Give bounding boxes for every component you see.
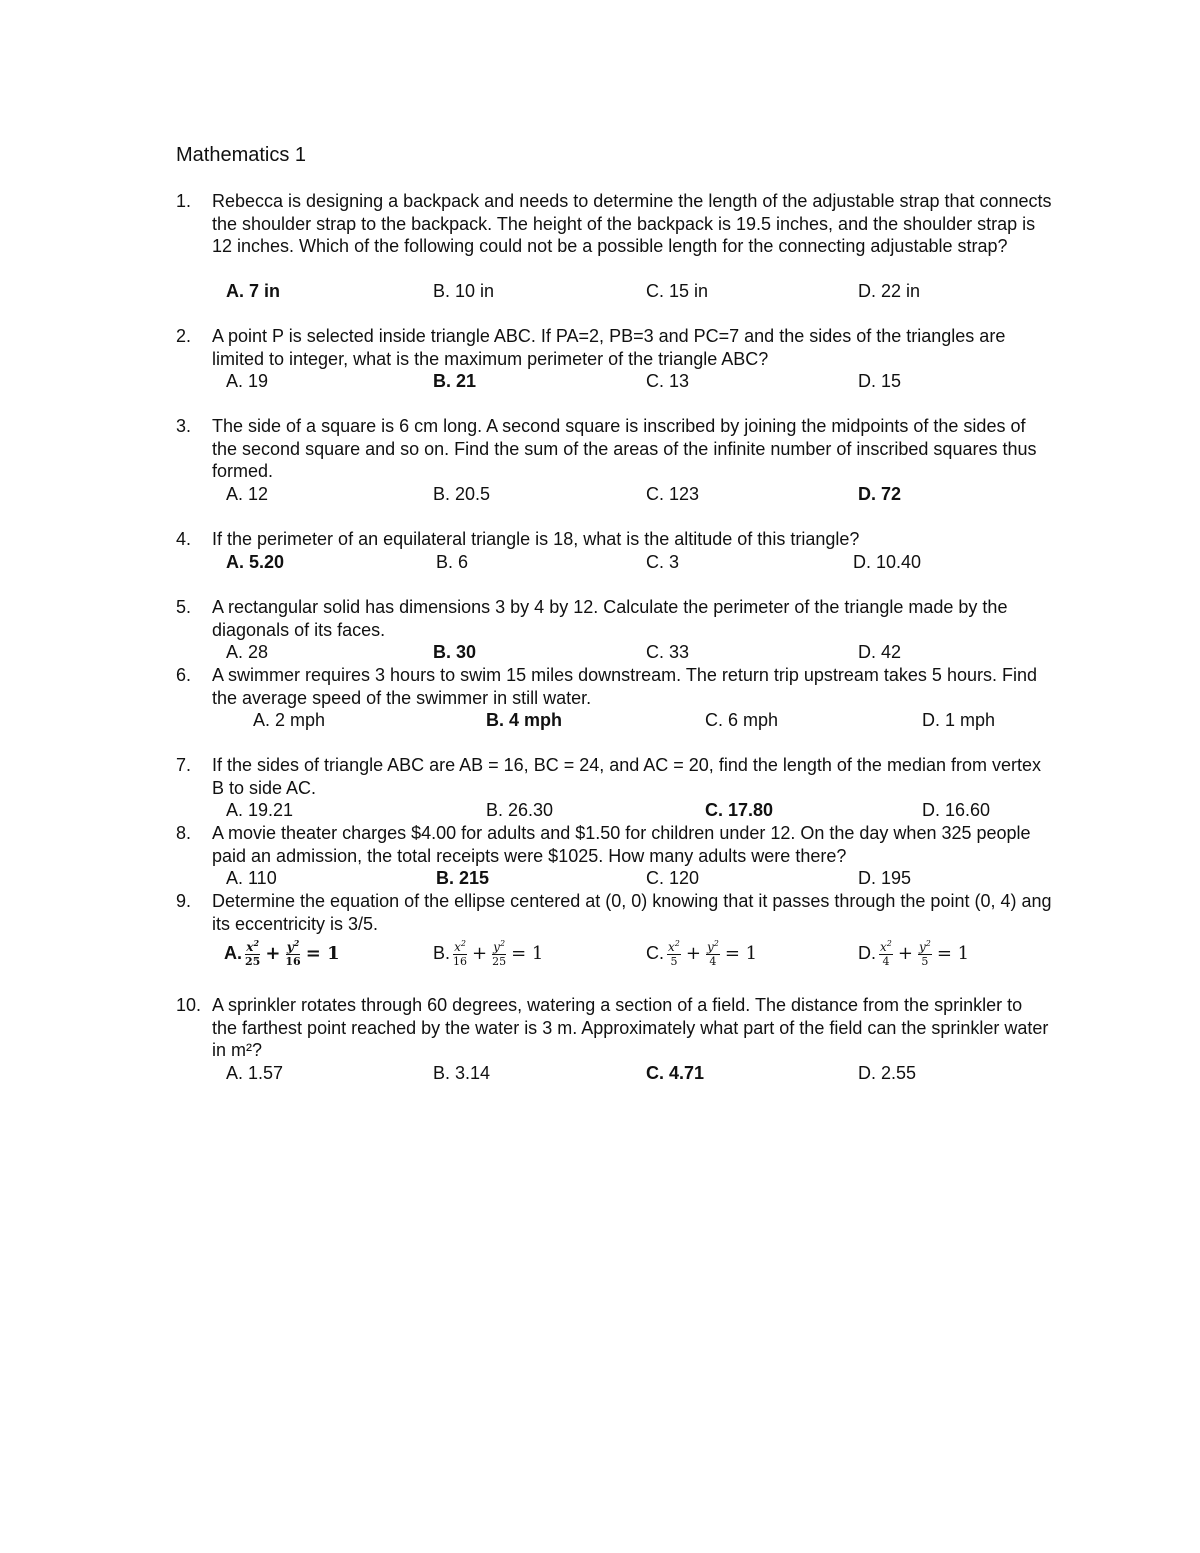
choice-a: A. 110	[226, 868, 277, 888]
choice-c: C. 15 in	[646, 281, 709, 301]
question-text: If the sides of triangle ABC are AB = 16, BC = 24, and AC = 20, find the length of the median from vertex B to side AC.	[212, 755, 1041, 798]
answer-choices	[0, 370, 1200, 394]
answer-choices	[0, 641, 1200, 665]
choice-b: B. 21	[433, 371, 477, 391]
choice-c: C. 13	[646, 371, 690, 391]
choice-label: C.	[646, 942, 664, 963]
choice-c: C. 33	[646, 642, 690, 662]
question-text: A point P is selected inside triangle ABC. If PA=2, PB=3 and PC=7 and the sides of the triangles are limited to integer, what is the maximum perimeter of the triangle ABC?	[212, 326, 1006, 369]
question-number: 8.	[176, 823, 192, 843]
choice-b: B. 20.5	[433, 484, 491, 504]
answer-choices	[0, 799, 1200, 823]
page-title: Mathematics 1	[176, 144, 307, 166]
choice-c: C. $\frac{x^2}{5}$ + $\frac{y^2}{4}$ = 1	[646, 938, 758, 968]
choice-c: C. 6 mph	[705, 710, 779, 730]
fraction: $\frac{y^2}{4}$	[706, 938, 719, 968]
choice-b: B. 30	[433, 642, 477, 662]
choice-label: B.	[433, 942, 451, 963]
question-number: 5.	[176, 597, 192, 617]
question-text: A sprinkler rotates through 60 degrees, watering a section of a field. The distance from the sprinkler to the farthest point reached by the water is 3 m. Approximately what part of the field can the sprinkler water in m²?	[212, 995, 1049, 1060]
answer-choices	[0, 280, 1200, 304]
fraction: $\frac{y^2}{5}$	[918, 938, 931, 968]
choice-label: A.	[224, 942, 242, 963]
choice-d: D. 16.60	[922, 800, 991, 820]
answer-choices	[0, 867, 1200, 891]
fraction: $\frac{x^2}{5}$	[668, 938, 680, 968]
choice-c: C. 4.71	[646, 1063, 705, 1083]
fraction: $\frac{x^2}{4}$	[880, 938, 892, 968]
question-number: 1.	[176, 191, 192, 211]
choice-c: C. 17.80	[705, 800, 774, 820]
choice-a: A. 5.20	[226, 552, 285, 572]
choice-d: D. 22 in	[858, 281, 921, 301]
choice-a: A. $\frac{x^2}{25}$ + $\frac{y^2}{16}$ = 1	[224, 938, 340, 968]
answer-choices	[0, 1062, 1200, 1086]
fraction: $\frac{x^2}{16}$	[453, 938, 468, 968]
fraction: $\frac{x^2}{25}$	[245, 938, 261, 968]
choice-a: A. 28	[226, 642, 269, 662]
choice-a: A. 19	[226, 371, 269, 391]
question-number: 6.	[176, 665, 192, 685]
answer-choices	[0, 935, 1200, 968]
choice-a: A. 1.57	[226, 1063, 284, 1083]
question-text: A swimmer requires 3 hours to swim 15 miles downstream. The return trip upstream takes 5 hours. Find the average speed of the swimmer in still water.	[212, 665, 1037, 708]
question-number: 2.	[176, 326, 192, 346]
choice-a: A. 2 mph	[253, 710, 326, 730]
choice-a: A. 12	[226, 484, 269, 504]
choice-b: B. 3.14	[433, 1063, 491, 1083]
question-text: A rectangular solid has dimensions 3 by 4 by 12. Calculate the perimeter of the triangle made by the diagonals of its faces.	[212, 597, 1008, 640]
fraction: $\frac{y^2}{16}$	[285, 938, 301, 968]
answer-choices	[0, 709, 1200, 733]
choice-c: C. 3	[646, 552, 680, 572]
choice-d: D. 2.55	[858, 1063, 917, 1083]
question-number: 4.	[176, 529, 192, 549]
choice-d: D. 195	[858, 868, 912, 888]
choice-d: D. 72	[858, 484, 902, 504]
choice-c: C. 120	[646, 868, 700, 888]
question-text: If the perimeter of an equilateral triangle is 18, what is the altitude of this triangle?	[212, 529, 860, 549]
choice-b: B. 26.30	[486, 800, 554, 820]
choice-b: B. 10 in	[433, 281, 495, 301]
question-number: 3.	[176, 416, 192, 436]
question-text: Determine the equation of the ellipse centered at (0, 0) knowing that it passes through the point (0, 4) ang its eccentricity is 3/5.	[212, 891, 1052, 934]
fraction: $\frac{y^2}{25}$	[492, 938, 507, 968]
choice-b: B. 215	[436, 868, 490, 888]
question-number: 7.	[176, 755, 192, 775]
question-text: Rebecca is designing a backpack and needs to determine the length of the adjustable strap that connects the shoulder strap to the backpack. The height of the backpack is 19.5 inches, and the shoulder strap is 12 inches. Which of the following could not be a possible length for the connecting adjustable strap?	[212, 191, 1052, 256]
question-text: A movie theater charges $4.00 for adults and $1.50 for children under 12. On the day when 325 people paid an admission, the total receipts were $1025. How many adults were there?	[212, 823, 1031, 866]
choice-b: B. $\frac{x^2}{16}$ + $\frac{y^2}{25}$ = 1	[433, 938, 544, 968]
choice-a: A. 19.21	[226, 800, 294, 820]
choice-label: D.	[858, 942, 876, 963]
choice-b: B. 4 mph	[486, 710, 563, 730]
question-text: The side of a square is 6 cm long. A second square is inscribed by joining the midpoints of the sides of the second square and so on. Find the sum of the areas of the infinite number of inscribed squares thus formed.	[212, 416, 1037, 481]
answer-choices	[0, 483, 1200, 507]
answer-choices	[0, 551, 1200, 575]
choice-d: D. 10.40	[853, 552, 922, 572]
choice-a: A. 7 in	[226, 281, 281, 301]
choice-d: D. 1 mph	[922, 710, 996, 730]
choice-d: D. 15	[858, 371, 902, 391]
choice-d: D. $\frac{x^2}{4}$ + $\frac{y^2}{5}$ = 1	[858, 938, 970, 968]
choice-b: B. 6	[436, 552, 469, 572]
choice-d: D. 42	[858, 642, 902, 662]
choice-c: C. 123	[646, 484, 700, 504]
question-number: 10.	[176, 995, 202, 1015]
question-number: 9.	[176, 891, 192, 911]
